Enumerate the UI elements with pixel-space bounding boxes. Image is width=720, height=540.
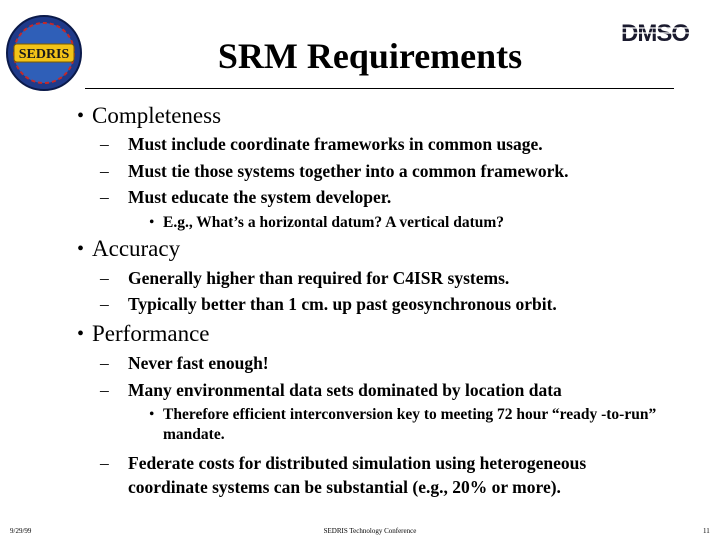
footer-date: 9/29/99 — [10, 527, 32, 535]
heading-text: Accuracy — [92, 236, 181, 261]
sub-item-text: E.g., What’s a horizontal datum? A vertical datum? — [163, 214, 505, 231]
sub-item-text: Therefore efficient interconversion key to meeting 72 hour “ready -to-run” mandate. — [163, 406, 657, 443]
sub-list-item — [149, 405, 683, 445]
footer-page-number: 11 — [703, 527, 710, 535]
dash-icon: – — [100, 353, 109, 373]
item-text: Must educate the system developer. — [128, 187, 392, 207]
bullet-icon: • — [77, 323, 85, 345]
list-item — [100, 134, 688, 155]
list-item — [100, 451, 648, 499]
list-item — [100, 161, 688, 182]
list-item — [100, 353, 688, 374]
footer-conference: SEDRIS Technology Conference — [323, 527, 417, 535]
list-item — [100, 268, 688, 289]
list-item — [100, 187, 688, 208]
dash-icon: – — [100, 134, 109, 154]
dash-icon: – — [100, 161, 109, 181]
item-text: Many environmental data sets dominated by location data — [128, 380, 562, 400]
bullet-icon: • — [149, 214, 155, 231]
dash-icon: – — [100, 453, 109, 473]
sedris-logo-text: SEDRIS — [18, 47, 70, 62]
title-divider — [85, 88, 674, 89]
dash-icon: – — [100, 294, 109, 314]
section-heading-completeness — [77, 103, 222, 129]
heading-text: Completeness — [92, 103, 222, 128]
item-text: Federate costs for distributed simulation using heterogeneous coordinate systems can be substantial (e.g., 20% or more). — [128, 453, 587, 497]
section-heading-performance — [77, 321, 210, 347]
item-text: Typically better than 1 cm. up past geosynchronous orbit. — [128, 294, 557, 314]
dash-icon: – — [100, 268, 109, 288]
dash-icon: – — [100, 380, 109, 400]
bullet-icon: • — [77, 238, 85, 260]
item-text: Must include coordinate frameworks in common usage. — [128, 134, 543, 154]
bullet-icon: • — [149, 406, 155, 423]
slide-title: SRM Requirements — [217, 36, 523, 76]
bullet-icon: • — [77, 105, 85, 127]
item-text: Generally higher than required for C4ISR systems. — [128, 268, 510, 288]
dash-icon: – — [100, 187, 109, 207]
dmso-logo-text: DMSO — [621, 20, 689, 44]
item-text: Never fast enough! — [128, 353, 269, 373]
item-text: Must tie those systems together into a common framework. — [128, 161, 569, 181]
section-heading-accuracy — [77, 236, 181, 262]
list-item — [100, 380, 688, 401]
sub-list-item — [149, 213, 505, 232]
heading-text: Performance — [92, 321, 210, 346]
list-item — [100, 294, 688, 315]
